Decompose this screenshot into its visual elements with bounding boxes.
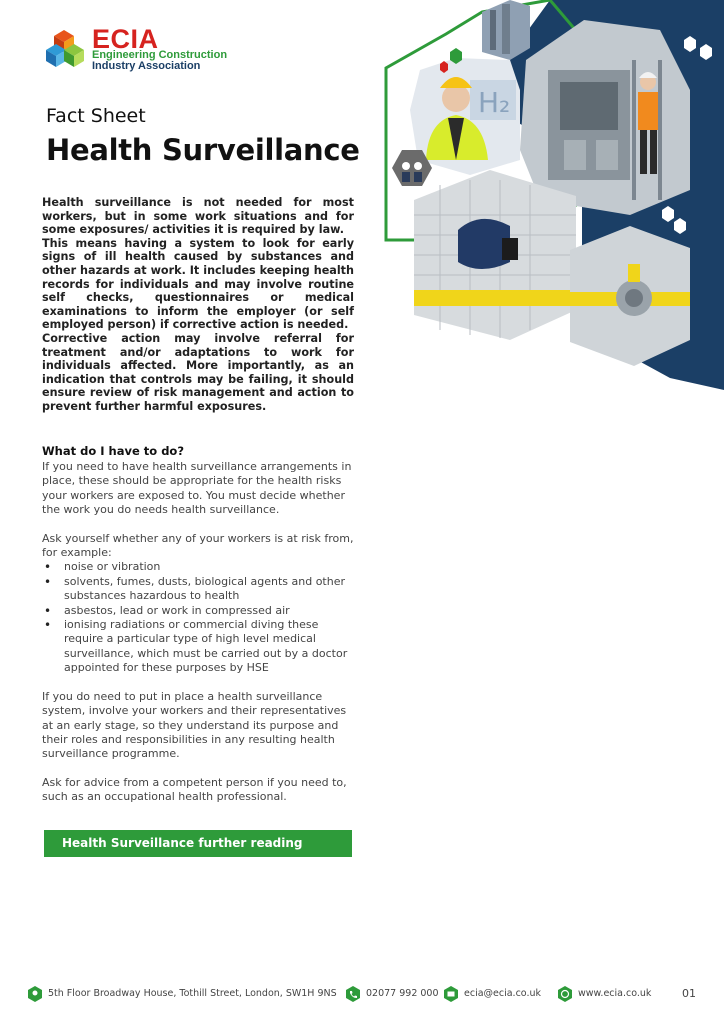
globe-icon [558, 986, 572, 1002]
page-number: 01 [682, 987, 696, 1000]
risk-list [42, 560, 354, 675]
footer-email-text: ecia@ecia.co.uk [464, 988, 541, 999]
document-label: Fact Sheet [46, 105, 146, 127]
footer-website[interactable] [558, 984, 651, 1004]
list-item: • ionising radiations or commercial diving these require a particular type of high level medical surveillance, which must be carried out by a doctor appointed for these purposes by HSE [42, 618, 354, 676]
list-item: • solvents, fumes, dusts, biological agents and other substances hazardous to health [42, 575, 354, 604]
location-icon [28, 986, 42, 1002]
body-paragraph: If you do need to put in place a health surveillance system, involve your workers and their representatives at an early stage, so they understand its purpose and their roles and responsibilities in any resulting health surveillance programme. [42, 689, 347, 761]
logo-subtitle-line2: Industry Association [92, 60, 201, 72]
list-item: • noise or vibration [42, 560, 354, 574]
further-reading-button[interactable]: Health Surveillance further reading [44, 830, 352, 857]
page-title: Health Surveillance [46, 133, 360, 167]
body-paragraph: Ask yourself whether any of your workers is at risk from, for example: [42, 531, 354, 560]
list-item: • asbestos, lead or work in compressed air [42, 604, 354, 618]
intro-paragraph: Corrective action may involve referral for treatment and/or adaptations to work for individuals affected. More importantly, as an indication that controls may be failing, it should ensure review of risk management and action to prevent further harmful exposures. [42, 331, 354, 413]
intro-text [42, 196, 354, 414]
logo-subtitle [92, 50, 227, 72]
logo-subtitle-line1: Engineering Construction [92, 49, 228, 61]
body-paragraph: If you need to have health surveillance arrangements in place, these should be appropriate for the health risks your workers are exposed to. You must decide whether the work you do needs health surveillance. [42, 460, 352, 517]
hero-photo-montage [370, 0, 724, 390]
svg-text:H₂: H₂ [478, 86, 511, 119]
section-body [42, 460, 354, 819]
phone-icon [346, 986, 360, 1002]
body-paragraph: Ask for advice from a competent person if you need to, such as an occupational health professional. [42, 775, 347, 804]
footer-address-text: 5th Floor Broadway House, Tothill Street, London, SW1H 9NS [48, 988, 337, 999]
footer-address [28, 984, 337, 1004]
email-icon [444, 986, 458, 1002]
footer-phone[interactable] [346, 984, 439, 1004]
intro-paragraph: Health surveillance is not needed for most workers, but in some work situations and for some exposures/ activities it is required by law. [42, 196, 354, 237]
section-heading: What do I have to do? [42, 444, 185, 458]
footer [28, 984, 708, 1004]
footer-website-text: www.ecia.co.uk [578, 988, 652, 999]
intro-paragraph: This means having a system to look for early signs of ill health caused by substances and other hazards at work. It includes keeping health records for individuals and may involve routine self checks, questionnaires or medical examinations to inform the employer (or self employed person) if corrective action is needed. [42, 236, 354, 332]
logo-title: ECIA [92, 24, 159, 54]
footer-email[interactable] [444, 984, 541, 1004]
footer-phone-text: 02077 992 000 [366, 988, 439, 999]
